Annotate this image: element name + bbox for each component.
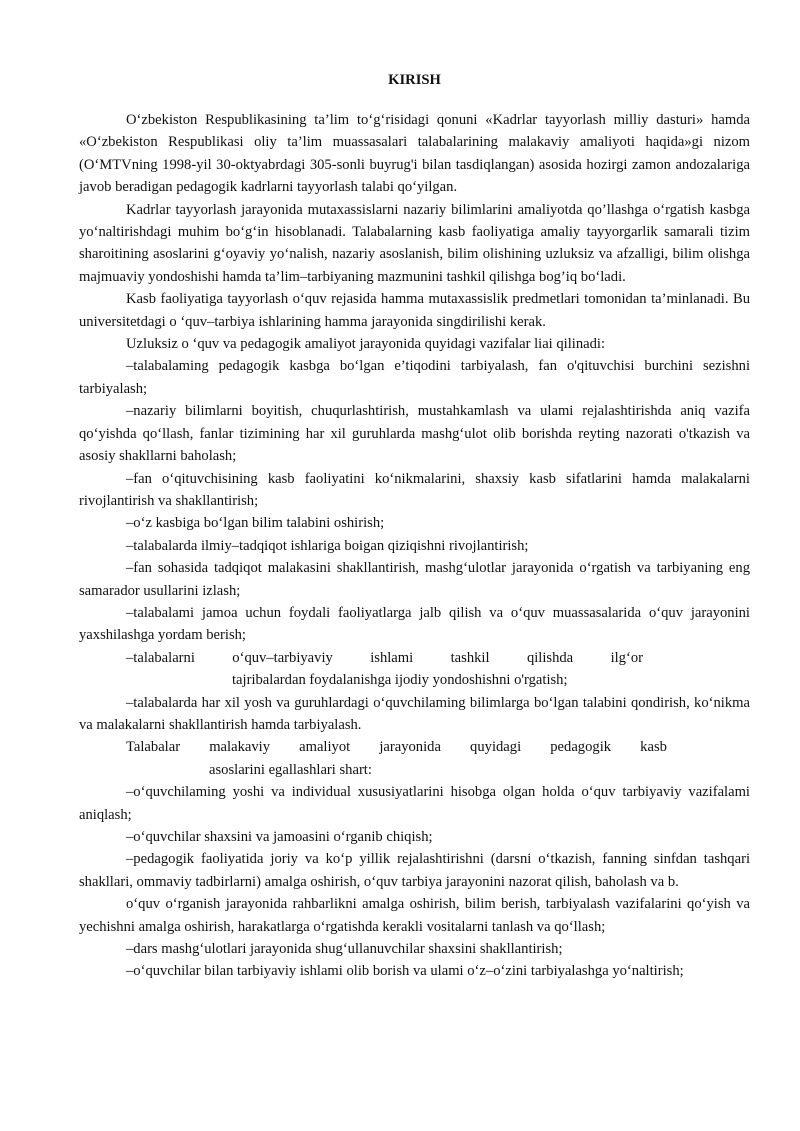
list-item-continuation: tajribalardan foydalanishga ijodiy yondoshishni o'rgatish; [232,672,568,689]
list-item: –talabalarda har xil yosh va guruhlardagi o‘quvchilaming bilimlarga bo‘lgan talabini qondirish, ko‘nikma va malakalarni shakllantirish hamda tarbiyalash. [79,694,750,733]
list-item: –o‘quvchilar bilan tarbiyaviy ishlami olib borish va ulami o‘z–o‘zini tarbiyalashga yo‘naltirish; [126,963,684,980]
tab-word: ishlami [370,649,414,666]
paragraph: Kadrlar tayyorlash jarayonida mutaxassislarni nazariy bilimlarini amaliyotda qo’llashga o‘rgatish kasbga yo‘naltirishdagi muhim bo‘g‘in hisoblanadi. Talabalarning kasb faoliyatiga amaliy tayyorgarlik samarali tizim sharoitining asoslarini g‘oyaviy yo‘nalish, nazariy asoslanish, bilim olishining uzluksiz va afzalligi, bilim olishga majmuaviy yondoshishi hamda ta’lim–tarbiyaning mazmunini tashkil qilishga bog’iq bo‘ladi. [79,201,750,285]
paragraph-tabbed [79,736,750,758]
list-item: o‘quv o‘rganish jarayonida rahbarlikni amalga oshirish, bilim berish, tarbiyalash vazifalarini qo‘yish va yechishni amalga oshirish, harakatlarga o‘rgatishda kerakli vositalarni tanlash va qo‘llash; [79,896,750,935]
list-item: –nazariy bilimlarni boyitish, chuqurlashtirish, mustahkamlash va ulami rejalashtirishda aniq vazifa qo‘yishda qo‘llash, fanlar tizimining har xil guruhlarda mashg‘ulot olib borishda reyting nazorati o'tkazish va asosiy shakllarni baholash; [79,403,750,465]
list-item: –talabalaming pedagogik kasbga bo‘lgan e’tiqodini tarbiyalash, fan o'qituvchisi burchini sezishni tarbiyalash; [79,358,750,397]
tab-word: quyidagi [470,739,522,756]
tab-word: qilishda [526,649,574,666]
tab-word: tashkil [450,649,490,666]
list-item: –o‘z kasbiga bo‘lgan bilim talabini oshirish; [126,515,385,532]
list-item: –talabalami jamoa uchun foydali faoliyatlarga jalb qilish va o‘quv muassasalarida o‘quv jarayonini yaxshilashga yordam berish; [79,604,750,644]
tab-word: Talabalar [126,739,181,756]
tab-word: o‘quv–tarbiyaviy [232,649,333,666]
list-item: –dars mashg‘ulotlari jarayonida shug‘ullanuvchilar shaxsini shakllantirish; [126,941,563,958]
tab-word: pedagogik [550,739,612,756]
tab-word: amaliyot [299,739,351,756]
paragraph: O‘zbekiston Respublikasining ta’lim to‘g‘risidagi qonuni «Kadrlar tayyorlash milliy dasturi» hamda «O‘zbekiston Respublikasi oliy ta’lim muassasalari talabalarining malakaviy amaliyoti haqida»gi nizom (O‘MTVning 1998-yil 30-oktyabrdagi 305-sonli buyrug'i bilan tasdiqlangan) asosida hozirgi zamon andozalariga javob beradigan pedagogik kadrlarni tayyorlash talabi qo‘yilgan. [79,112,750,196]
tab-word: –talabalarni [126,649,195,666]
paragraph: Uzluksiz o ‘quv va pedagogik amaliyot jarayonida quyidagi vazifalar liai qilinadi: [126,336,606,353]
paragraph-continuation: asoslarini egallashlari shart: [209,761,372,778]
list-item-tabbed [79,647,750,669]
tab-word: jarayonida [379,739,441,756]
paragraph: Kasb faoliyatiga tayyorlash o‘quv rejasida hamma mutaxassislik predmetlari tomonidan ta’minlanadi. Bu universitetdagi o ‘quv–tarbiya ishlarining hamma jarayonida singdirilishi kerak. [79,291,750,330]
tab-word: ilg‘or [610,649,643,666]
list-item: –fan sohasida tadqiqot malakasini shakllantirish, mashg‘ulotlar jarayonida o‘rgatish va tarbiyaning eng samarador usullarini izlash; [79,560,750,599]
list-item: –pedagogik faoliyatida joriy va ko‘p yillik rejalashtirishni (darsni o‘tkazish, fanning sinfdan tashqari shakllari, ommaviy tadbirlarni) amalga oshirish, o‘quv tarbiya jarayonini nazorat qilish, baholash va b. [79,851,750,890]
list-item: –o‘quvchilaming yoshi va individual xususiyatlarini hisobga olgan holda o‘quv tarbiyaviy vazifalami aniqlash; [79,784,750,823]
list-item: –o‘quvchilar shaxsini va jamoasini o‘rganib chiqish; [126,829,433,845]
tab-word: malakaviy [209,739,270,756]
list-item: –fan o‘qituvchisining kasb faoliyatini ko‘nikmalarini, shaxsiy kasb sifatlarini hamda malakalarni rivojlantirish va shakllantirish; [79,470,750,509]
page-title: KIRISH [388,72,441,88]
tab-word: kasb [640,739,667,756]
list-item: –talabalarda ilmiy–tadqiqot ishlariga boigan qiziqishni rivojlantirish; [126,537,529,554]
